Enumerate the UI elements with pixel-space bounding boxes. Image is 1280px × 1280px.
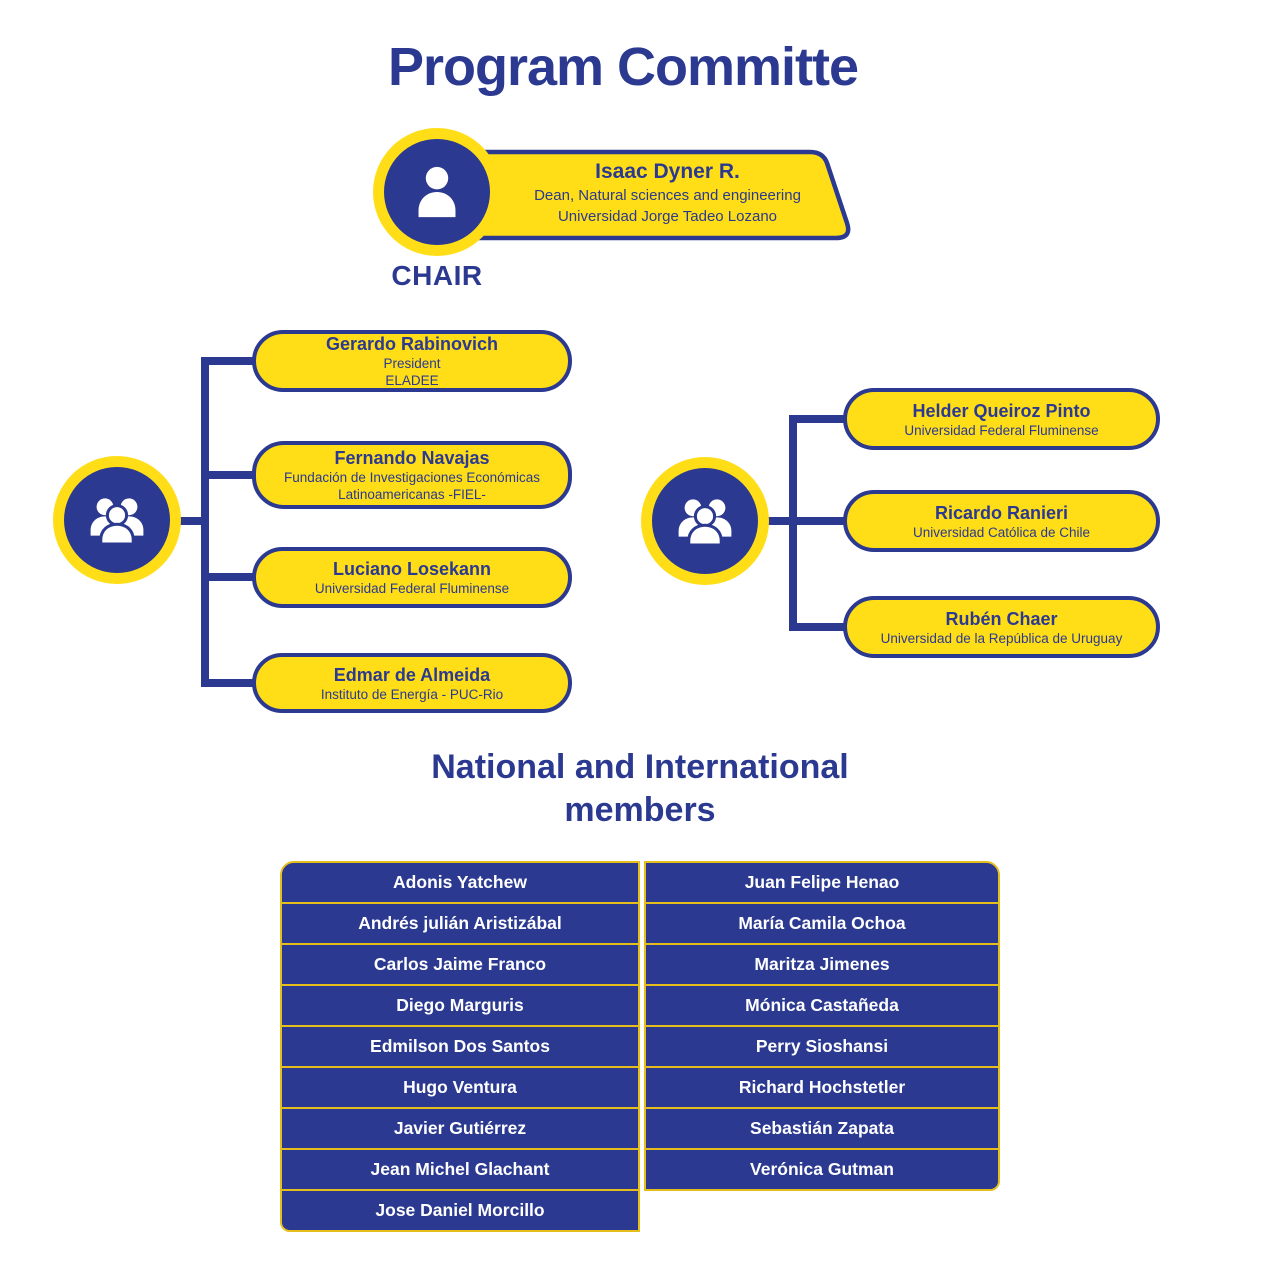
- page-title: Program Committe: [387, 37, 859, 97]
- members-heading: [280, 746, 1000, 832]
- members-heading-line1: National and International: [431, 748, 849, 786]
- chair-university: Universidad Jorge Tadeo Lozano: [557, 208, 778, 225]
- member-affiliation: ELADEE: [385, 373, 439, 388]
- member-name: Luciano Losekann: [332, 559, 492, 579]
- members-heading-line2: members: [564, 791, 716, 829]
- member-affiliation: Universidad de la República de Uruguay: [880, 630, 1123, 646]
- table-cell: Adonis Yatchew: [282, 863, 638, 904]
- member-name: Helder Queiroz Pinto: [912, 400, 1091, 421]
- connector-line: [205, 471, 256, 479]
- table-cell: Javier Gutiérrez: [282, 1109, 638, 1150]
- people-group-icon: [669, 489, 741, 553]
- table-cell: Perry Sioshansi: [646, 1027, 998, 1068]
- connector-line: [793, 623, 847, 631]
- connector-line: [793, 517, 847, 525]
- member-box: [252, 547, 572, 608]
- connector-line: [205, 357, 256, 365]
- left-group-avatar: [53, 456, 181, 584]
- connector-line: [201, 357, 209, 687]
- member-name: Ricardo Ranieri: [934, 502, 1069, 523]
- member-box: [843, 490, 1160, 552]
- member-name: Rubén Chaer: [945, 608, 1058, 629]
- chair-label: CHAIR: [391, 260, 483, 291]
- table-cell: Sebastián Zapata: [646, 1109, 998, 1150]
- table-cell: Richard Hochstetler: [646, 1068, 998, 1109]
- chair-info: [500, 158, 835, 227]
- chair-name: Isaac Dyner R.: [595, 160, 740, 183]
- member-affiliation: Instituto de Energía - PUC-Rio: [320, 686, 504, 702]
- table-cell: María Camila Ochoa: [646, 904, 998, 945]
- member-box: [843, 388, 1160, 450]
- chair-role: Dean, Natural sciences and engineering: [534, 187, 801, 204]
- right-group-avatar: [641, 457, 769, 585]
- table-cell: Andrés julián Aristizábal: [282, 904, 638, 945]
- member-box: [843, 596, 1160, 658]
- member-affiliation: President: [383, 356, 441, 371]
- members-table-right-column: [644, 861, 1000, 1191]
- left-group-avatar-circle: [64, 467, 170, 573]
- member-name: Edmar de Almeida: [333, 664, 491, 685]
- member-affiliation: Fundación de Investigaciones Económicas: [284, 470, 540, 485]
- member-box: [252, 330, 572, 392]
- table-cell: Jean Michel Glachant: [282, 1150, 638, 1191]
- member-affiliation: Latinoamericanas -FIEL-: [338, 487, 486, 502]
- members-table-left-column: [280, 861, 640, 1232]
- member-affiliation: Universidad Federal Fluminense: [904, 422, 1099, 438]
- people-group-icon: [81, 488, 153, 552]
- table-cell: Mónica Castañeda: [646, 986, 998, 1027]
- connector-line: [205, 573, 256, 581]
- person-icon: [404, 159, 470, 225]
- member-name: Gerardo Rabinovich: [325, 334, 499, 354]
- chair-avatar-circle: [384, 139, 490, 245]
- chair-avatar: [373, 128, 501, 256]
- member-box: [252, 441, 572, 509]
- connector-line: [205, 679, 256, 687]
- member-affiliation: Universidad Católica de Chile: [912, 524, 1091, 540]
- member-affiliation: Universidad Federal Fluminense: [314, 581, 510, 596]
- table-cell: Diego Marguris: [282, 986, 638, 1027]
- right-group-avatar-circle: [652, 468, 758, 574]
- table-cell: Jose Daniel Morcillo: [282, 1191, 638, 1230]
- table-cell: Hugo Ventura: [282, 1068, 638, 1109]
- table-cell: Maritza Jimenes: [646, 945, 998, 986]
- connector-line: [793, 415, 847, 423]
- table-cell: Verónica Gutman: [646, 1150, 998, 1189]
- table-cell: Carlos Jaime Franco: [282, 945, 638, 986]
- table-cell: Edmilson Dos Santos: [282, 1027, 638, 1068]
- table-cell: Juan Felipe Henao: [646, 863, 998, 904]
- member-name: Fernando Navajas: [334, 448, 490, 468]
- member-box: [252, 653, 572, 713]
